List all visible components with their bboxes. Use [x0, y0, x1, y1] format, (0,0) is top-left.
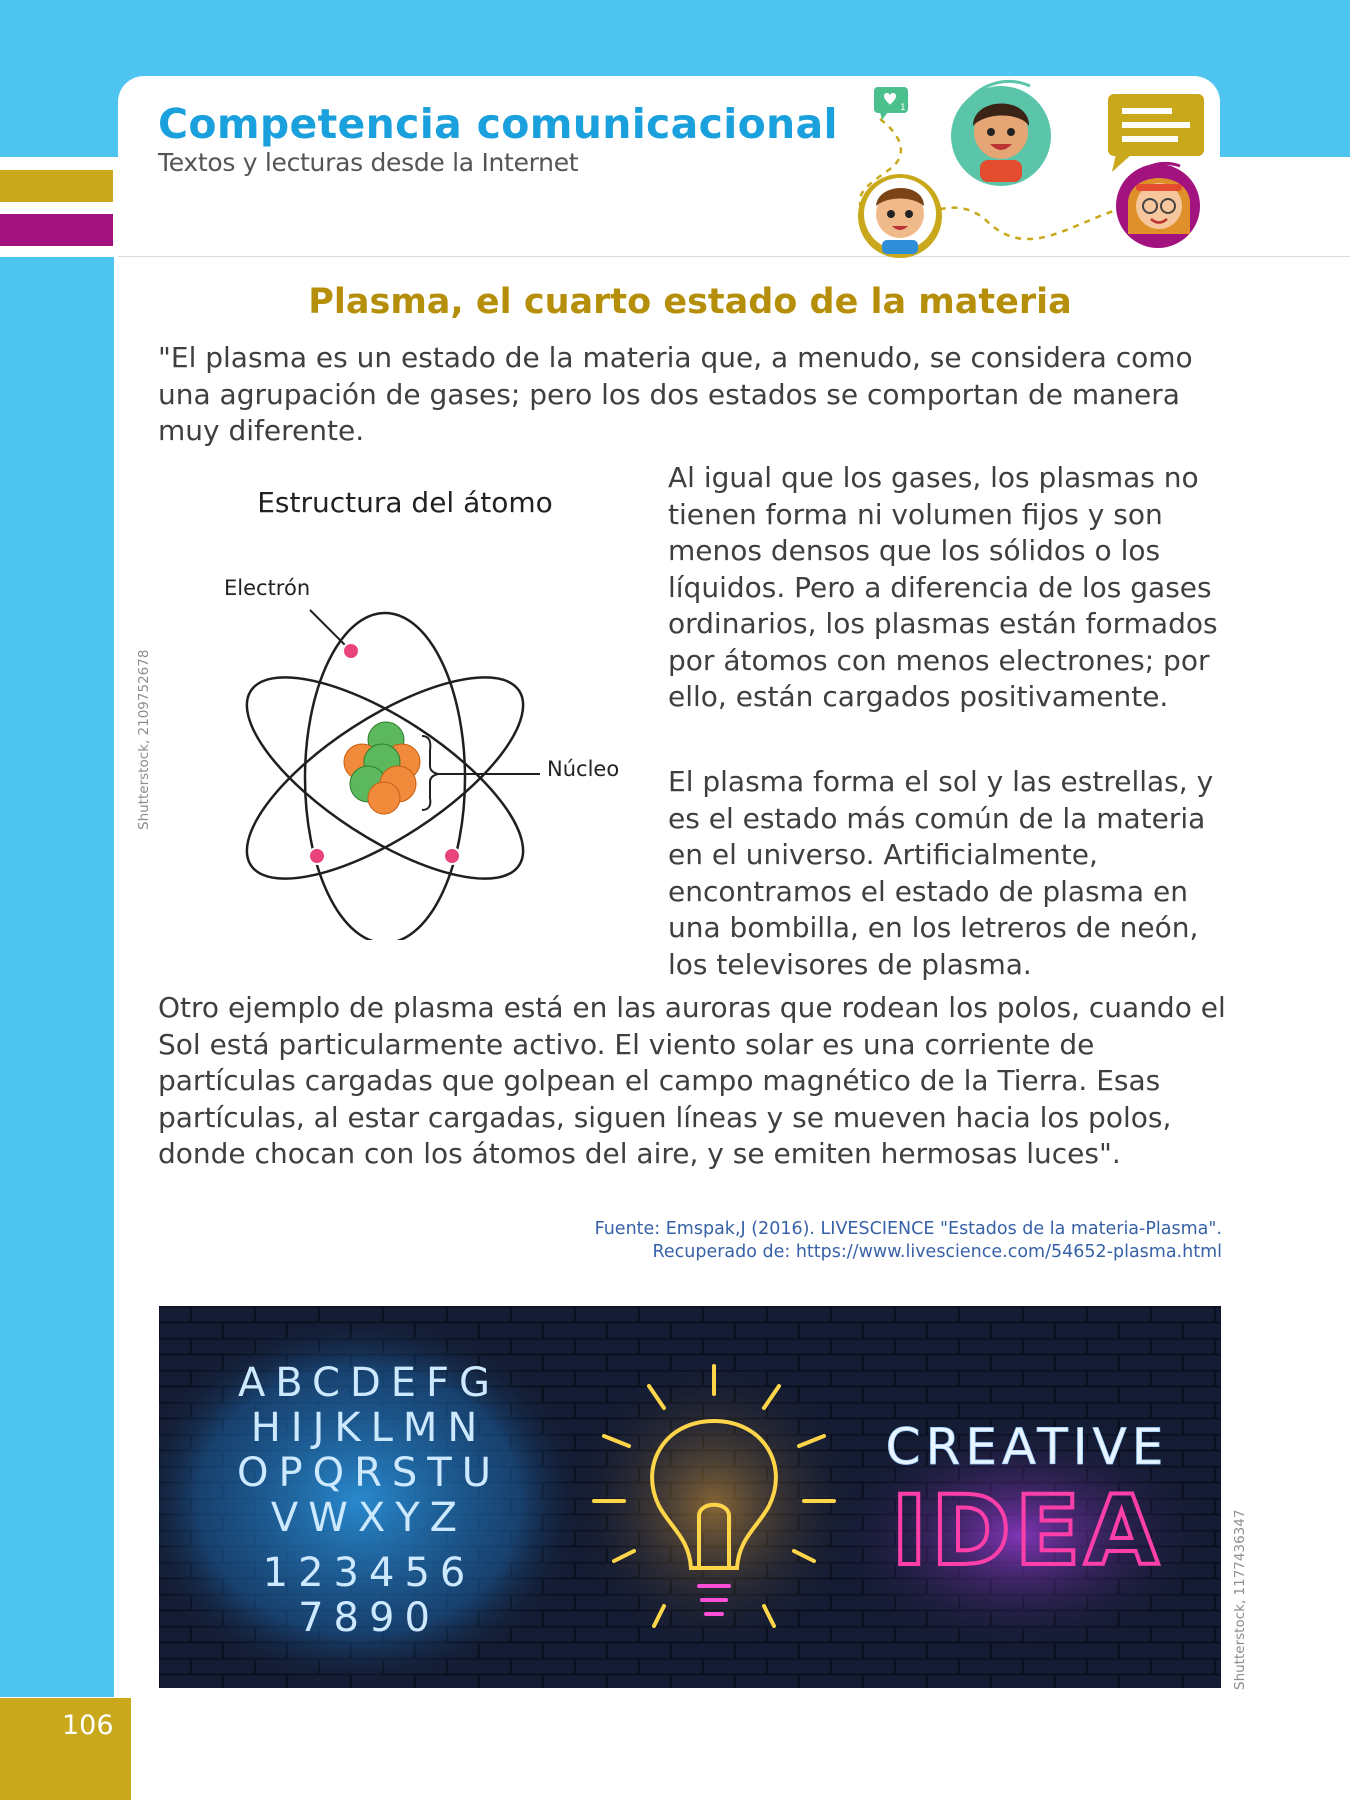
electron-2 [309, 848, 325, 864]
electron-label: Electrón [224, 576, 311, 600]
article-title: Plasma, el cuarto estado de la materia [308, 282, 1072, 322]
section-subtitle: Textos y lecturas desde la Internet [158, 148, 579, 177]
source-line-2: Recuperado de: https://www.livescience.com/54652-plasma.html [652, 1242, 1222, 1262]
diagram-title: Estructura del átomo [257, 486, 553, 519]
bottom-paragraph: Otro ejemplo de plasma está en las auroras que rodean los polos, cuando el Sol está particularmente activo. El viento solar es una corriente de partículas cargadas que golpean el campo magnético de la Tierra. Esas partículas, al estar cargadas, siguen líneas y se mueven hacia los polos, donde chocan con los átomos del aire, y se emiten hermosas luces". [158, 991, 1226, 1170]
boy-avatar-icon [951, 81, 1051, 186]
electron-3 [444, 848, 460, 864]
creative-word: CREATIVE [885, 1418, 1169, 1476]
nucleus [344, 722, 420, 814]
heart-bubble-icon [874, 87, 908, 120]
page-number: 106 [62, 1710, 114, 1741]
intro-paragraph: "El plasma es un estado de la materia que, a menudo, se considera como una agrupación de gases; pero los dos estados se comportan de manera muy diferente. [158, 341, 1193, 447]
photo-credit-neon: Shutterstock, 1177436347 [1232, 1509, 1248, 1690]
alphabet-row-2: HIJKLMN [250, 1405, 488, 1451]
neon-sign-image [159, 1306, 1221, 1688]
alphabet-row-1: ABCDEFG [237, 1360, 501, 1406]
left-color-band [0, 257, 114, 1697]
right-paragraph-2: El plasma forma el sol y las estrellas, y es el estado más común de la materia en el universo. Artificialmente, encontramos el estado de plasma en una bombilla, en los letreros de neón, los televisores de plasma. [668, 765, 1214, 981]
nucleus-bracket [422, 736, 438, 810]
girl-avatar-icon [1116, 163, 1200, 248]
idea-word: IDEA [891, 1475, 1163, 1587]
nucleus-label: Núcleo [547, 757, 620, 781]
alphabet-row-6: 7890 [298, 1595, 440, 1641]
magenta-stripe [0, 214, 113, 246]
alphabet-row-5: 123456 [262, 1550, 476, 1596]
source-line-1: Fuente: Emspak,J (2016). LIVESCIENCE "Estados de la materia-Plasma". [594, 1219, 1222, 1239]
section-title: Competencia comunicacional [158, 100, 838, 148]
alphabet-row-3: OPQRSTU [237, 1450, 501, 1496]
header-illustration [840, 74, 1220, 260]
child-avatar-icon [858, 174, 942, 258]
gold-stripe [0, 170, 113, 202]
right-paragraph-1: Al igual que los gases, los plasmas no tienen forma ni volumen fijos y son menos densos que los sólidos o los líquidos. Pero a diferencia de los gases ordinarios, los plasmas están formados por átomos con menos electrones; por ello, están cargados positivamente. [668, 461, 1218, 713]
alphabet-row-4: VWXYZ [270, 1495, 468, 1541]
atom-diagram [150, 480, 660, 940]
electron-pointer [310, 610, 348, 648]
source-citation [540, 1218, 1222, 1264]
chat-bubble-icon [1108, 94, 1204, 172]
electron-1 [343, 643, 359, 659]
svg-text:1: 1 [900, 103, 906, 113]
photo-credit-diagram: Shutterstock, 2109752678 [136, 649, 152, 830]
neon-illustration [159, 1306, 1221, 1688]
